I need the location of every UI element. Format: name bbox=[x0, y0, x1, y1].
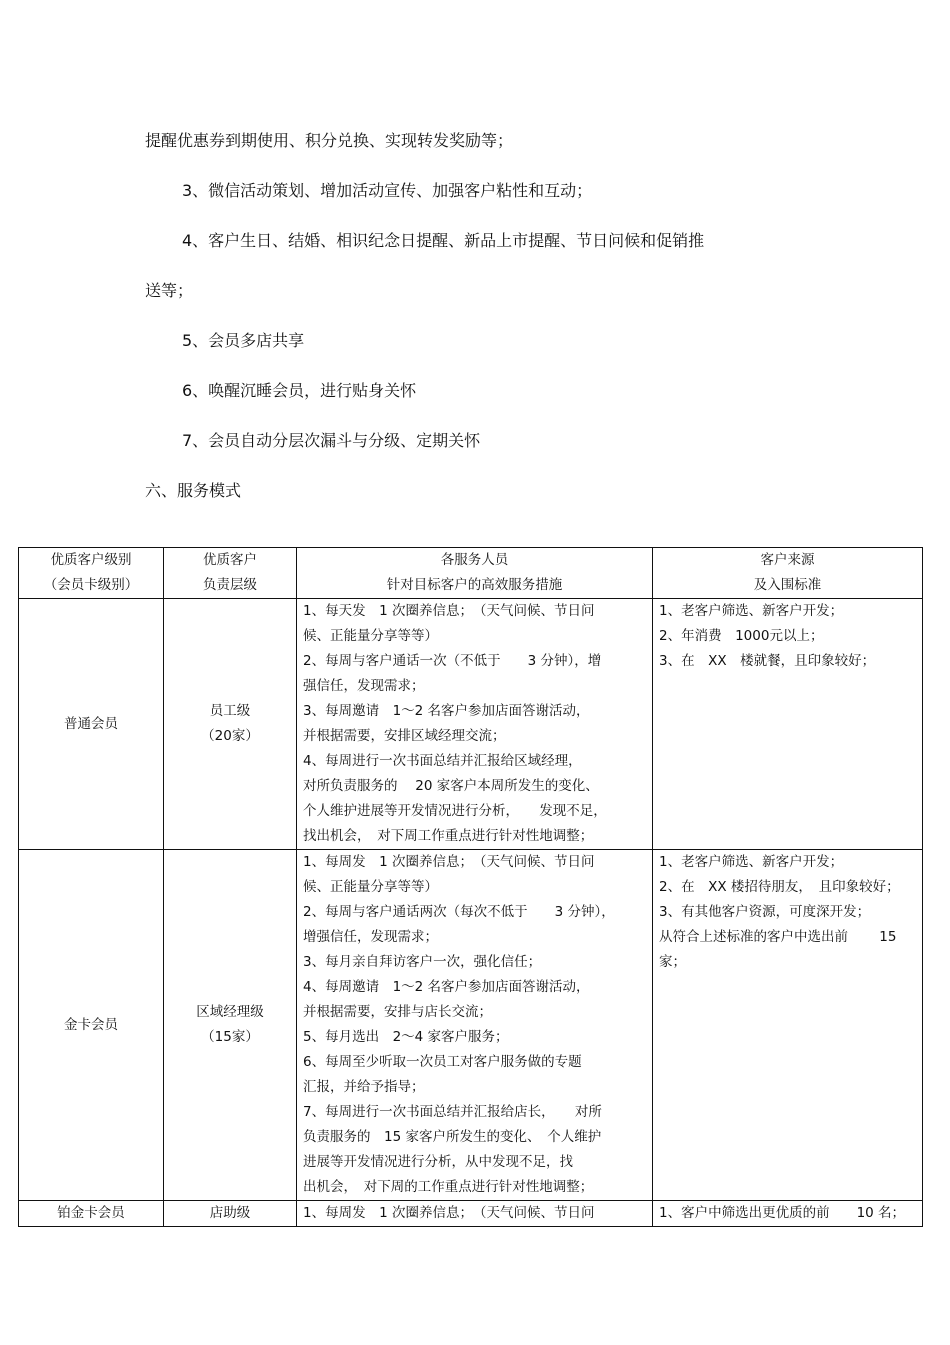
member-level-cell: 金卡会员 bbox=[19, 850, 164, 1201]
header-measures: 各服务人员 针对目标客户的高效服务措施 bbox=[297, 548, 653, 599]
member-level-cell: 铂金卡会员 bbox=[19, 1201, 164, 1227]
section-title: 六、服务模式 bbox=[145, 481, 242, 500]
owner-cell: 员工级 （20家） bbox=[164, 599, 297, 850]
header-source: 客户来源 及入围标准 bbox=[653, 548, 923, 599]
table-row bbox=[19, 599, 923, 850]
measures-cell: 1、每周发 1 次圈养信息； （天气问候、节日问 bbox=[297, 1201, 653, 1227]
table-row bbox=[19, 1201, 923, 1227]
measures-cell: 1、每周发 1 次圈养信息； （天气问候、节日问 候、正能量分享等等） 2、每周与客户通话两次（每次不低于 3 分钟）， 增强信任，发现需求； 3、每月亲自拜访客户一次，强化信任； 4、每周邀请 1～2 名客户参加店面答谢活动， 并根据需要，安排与店长交流； 5、每月选出 2～4 家客户服务； 6、每周至少听取一次员工对客户服务做的专题 汇报，并给予指导； 7、每周进行一次书面总结并汇报给店长， 对所 负责服务的 15 家客户所发生的变化、 个人维护 进展等开发情况进行分析，从中发现不足，找 出机会， 对下周的工作重点进行针对性地调整； bbox=[297, 850, 653, 1201]
owner-cell: 区域经理级 （15家） bbox=[164, 850, 297, 1201]
header-level: 优质客户级别 （会员卡级别） bbox=[19, 548, 164, 599]
service-model-table bbox=[18, 547, 923, 1227]
intro-text: 7、会员自动分层次漏斗与分级、定期关怀 bbox=[182, 431, 481, 450]
intro-text: 5、会员多店共享 bbox=[182, 331, 305, 350]
table-row bbox=[19, 850, 923, 1201]
intro-text: 提醒优惠券到期使用、积分兑换、实现转发奖励等； bbox=[145, 131, 514, 150]
intro-text: 4、客户生日、结婚、相识纪念日提醒、新品上市提醒、节日问候和促销推 bbox=[182, 231, 705, 250]
intro-text: 3、微信活动策划、增加活动宣传、加强客户粘性和互动； bbox=[182, 181, 593, 200]
intro-text: 送等； bbox=[145, 281, 194, 300]
source-cell: 1、老客户筛选、新客户开发； 2、在 XX 楼招待朋友， 且印象较好； 3、有其他客户资源，可度深开发； 从符合上述标准的客户中选出前 15 家； bbox=[653, 850, 923, 1201]
source-cell: 1、客户中筛选出更优质的前 10 名； bbox=[653, 1201, 923, 1227]
table-header-row bbox=[19, 548, 923, 599]
intro-text: 6、唤醒沉睡会员，进行贴身关怀 bbox=[182, 381, 417, 400]
measures-cell: 1、每天发 1 次圈养信息； （天气问候、节日问 候、正能量分享等等） 2、每周与客户通话一次（不低于 3 分钟），增 强信任，发现需求； 3、每周邀请 1～2 名客户参加店面答谢活动， 并根据需要，安排区域经理交流； 4、每周进行一次书面总结并汇报给区域经理， 对所负责服务的 20 家客户本周所发生的变化、 个人维护进展等开发情况进行分析， 发现不足， 找出机会， 对下周工作重点进行针对性地调整； bbox=[297, 599, 653, 850]
header-owner: 优质客户 负责层级 bbox=[164, 548, 297, 599]
owner-cell: 店助级 bbox=[164, 1201, 297, 1227]
member-level-cell: 普通会员 bbox=[19, 599, 164, 850]
source-cell: 1、老客户筛选、新客户开发； 2、年消费 1000元以上； 3、在 XX 楼就餐，且印象较好； bbox=[653, 599, 923, 850]
